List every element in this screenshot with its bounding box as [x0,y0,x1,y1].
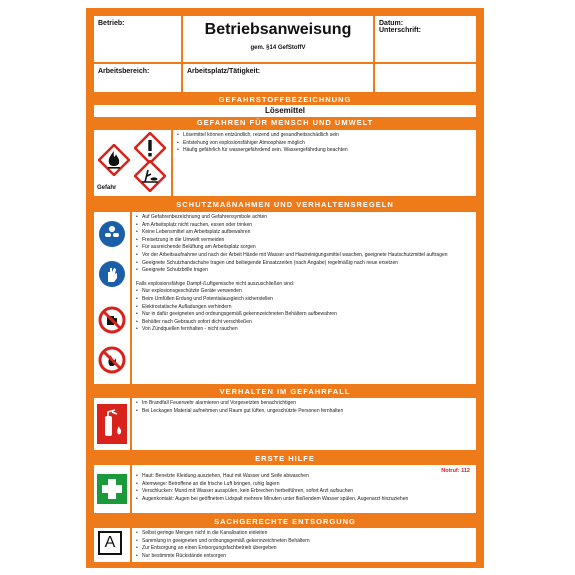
header-empty-field [375,64,476,92]
section-entsorgung: SACHGERECHTE ENTSORGUNG [214,517,356,526]
schutz-item: • Nur explosionsgeschützte Geräte verwenden [136,288,472,296]
erste-hilfe-icons [94,465,130,513]
schutz-item: • Freisetzung in die Umwelt vermeiden [136,237,472,245]
gefahrfall-item: • Bei Leckagen Material aufnehmen und Raum gut lüften, ungeschützte Personen fernhalten [136,408,472,416]
section-gefahren: GEFAHREN FÜR MENSCH UND UMWELT [196,118,374,127]
entsorgung-icons [94,528,130,562]
gefahren-text [173,130,476,196]
gefahrfall-text [132,398,476,450]
substance-name: Lösemittel [264,106,305,115]
page-title: Betriebsanweisung [204,21,352,38]
arbeitsbereich-field [94,64,181,92]
erste-hilfe-item: • Atemwege: Betroffene an die frische Luft bringen, ruhig lagern [136,481,472,489]
no-fire-icon [98,346,126,374]
no-drinking-icon [98,306,126,334]
entsorgung-item: • Zur Entsorgung an einen Entsorgungsfachbetrieb übergeben [136,545,472,553]
entsorgung-item: • Nur bestimmte Rückstände entsorgen [136,553,472,561]
schutz-item: • Beim Umfüllen Erdung und Potentialausgleich sicherstellen [136,296,472,304]
erste-hilfe-text [132,465,476,513]
waste-class-letter: A [104,534,116,551]
erste-hilfe-item: • Verschlucken: Mund mit Wasser ausspülen, kein Erbrechen herbeiführen, sofort Arzt aufsuchen [136,488,472,496]
gefahren-item: • Lösemittel können entzündlich, reizend und gesundheitsschädlich sein [177,132,472,140]
gefahren-item: • Entstehung von explosionsfähiger Atmosphäre möglich [177,140,472,148]
gefahrfall-icons [94,398,130,450]
erste-hilfe-item: • Augenkontakt: Augen bei geöffnetem Lidspalt mehrere Minuten unter fließendem Wasser spülen, Augenarzt hinzuziehen [136,496,472,504]
ghs-flame-icon [98,144,130,176]
title-box [183,16,373,62]
schutz-item: • Von Zündquellen fernhalten - nicht rauchen [136,326,472,334]
arbeitsplatz-label: Arbeitsplatz/Tätigkeit: [187,68,261,75]
gefahren-item: • Häufig gefährlich für wassergefährdend sein. Wassergefährdung beachten [177,147,472,155]
schutz-item: • Vor der Arbeitsaufnahme und nach der Arbeit Hände mit Wasser und Hautreinigungsmittel waschen, geeignete Hautschutzmittel auftragen [136,252,472,260]
fire-extinguisher-icon [97,404,127,444]
eye-protection-icon [98,220,126,248]
schutz-item: • Nur in dafür geeigneten und ordnungsgemäß gekennzeichneten Behältern aufbewahren [136,311,472,319]
section-gefahrfall: VERHALTEN IM GEFAHRFALL [219,387,351,396]
ghs-environment-icon [134,160,166,192]
page-subtitle: gem. §14 GefStoffV [250,45,306,51]
schutz-item: • Behälter nach Gebrauch sofort dicht verschließen [136,319,472,327]
arbeitsplatz-field [183,64,373,92]
schutz-item: • Am Arbeitsplatz nicht rauchen, essen oder trinken [136,222,472,230]
section-erste-hilfe: ERSTE HILFE [255,454,315,463]
waste-class-icon [98,531,122,555]
operating-instruction-sheet [86,8,484,568]
hand-protection-icon [98,260,126,288]
schutz-item: • Geeignete Schutzbrille tragen [136,267,472,275]
entsorgung-item: • Sammlung in geeigneten und ordnungsgemäß gekennzeichneten Behältern [136,538,472,546]
unterschrift-label: Unterschrift: [379,27,422,34]
entsorgung-text [132,528,476,562]
gefahrfall-item: • Im Brandfall Feuerwehr alarmieren und Vorgesetzten benachrichtigen [136,400,472,408]
schutz-text [132,212,476,384]
hazard-icons [94,130,171,196]
schutz-icons [94,212,130,384]
emergency-badge: Notruf: 112 [441,468,470,474]
schutz-item: • Für ausreichende Belüftung am Arbeitsplatz sorgen [136,244,472,252]
substance-box [94,105,476,117]
section-schutz: SCHUTZMAßNAHMEN UND VERHALTENSREGELN [176,200,394,209]
betrieb-label: Betrieb: [98,20,125,27]
schutz-note: Falls explosionsfähige Dampf-/Luftgemische nicht auszuschließen sind: [136,280,295,287]
first-aid-icon [97,474,127,504]
erste-hilfe-item: • Haut: Benetzte Kleidung ausziehen, Haut mit Wasser und Seife abwaschen [136,473,472,481]
schutz-item: • Keine Lebensmittel am Arbeitsplatz aufbewahren [136,229,472,237]
schutz-item: • Geeignete Schutzhandschuhe tragen und beiliegende Einsatzzeiten (nach Angabe) regelmäßig nach neue ersetzen [136,260,472,268]
schutz-item: • Elektrostatische Aufladungen verhindern [136,304,472,312]
datum-field [375,16,476,62]
signal-word: Gefahr [97,185,117,191]
datum-label: Datum: [379,20,404,27]
arbeitsbereich-label: Arbeitsbereich: [98,68,150,75]
entsorgung-item: • Selbst geringe Mengen nicht in die Kanalisation einleiten [136,530,472,538]
betrieb-field [94,16,181,62]
schutz-item: • Auf Gefahrenbezeichnung und Gefahrensymbole achten [136,214,472,222]
section-gefahrstoff: GEFAHRSTOFFBEZEICHNUNG [218,95,352,104]
